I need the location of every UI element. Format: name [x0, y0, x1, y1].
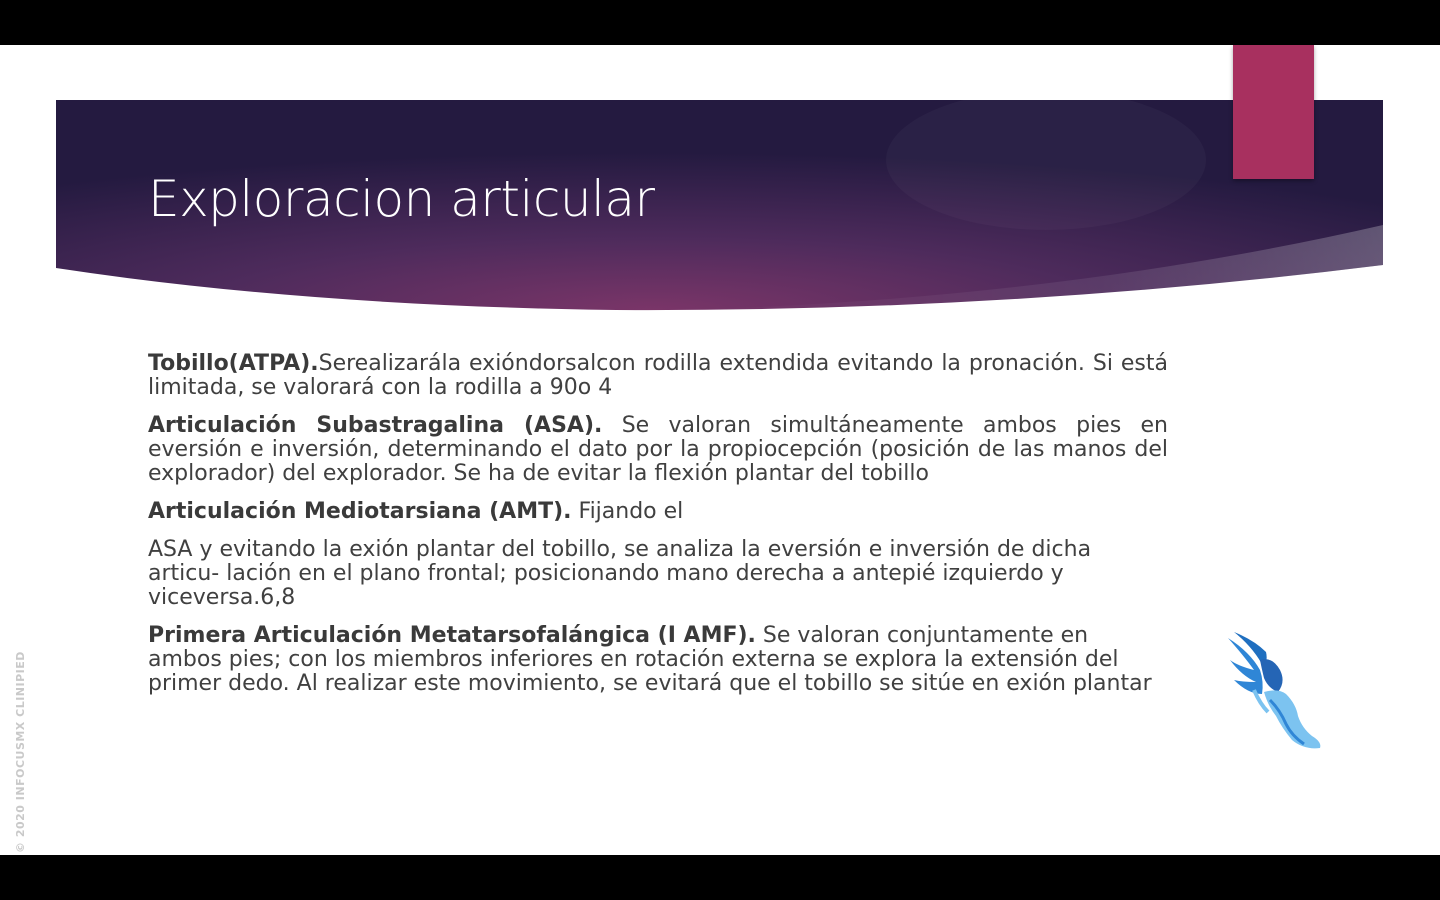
copyright-watermark: © 2020 INFOCUSMX CLINIPIED — [14, 651, 27, 853]
paragraph-heading: Articulación Mediotarsiana (AMT). — [148, 499, 572, 524]
paragraph-text: ASA y evitando la exión plantar del tobillo, se analiza la eversión e inversión de dicha articu- lación en el plano frontal; posicionando mano derecha a antepié izquierdo y viceversa.6,8 — [148, 537, 1092, 610]
paragraph-heading: Articulación Subastragalina (ASA). — [148, 413, 603, 438]
slide — [0, 45, 1440, 855]
paragraph-text: Se valoran conjuntamente en ambos pies; con los miembros inferiores en rotación externa se explora la extensión del primer dedo. Al realizar este movimiento, se evitará que el tobillo se sitúe en exión plantar — [148, 623, 1152, 696]
winged-foot-logo-icon — [1224, 630, 1328, 754]
paragraph-text: Se valoran simultáneamente ambos pies en eversión e inversión, determinando el dato por la propiocepción (posición de las manos del explorador) del explorador. Se ha de evitar la flexión plantar del tobillo — [148, 413, 1168, 486]
paragraph-heading: Primera Articulación Metatarsofalángica (I AMF). — [148, 623, 756, 648]
paragraph-text: Serealizarála exióndorsalcon rodilla extendida evitando la pronación. Si está limitada, se valorará con la rodilla a 90o 4 — [148, 351, 1168, 400]
slide-content — [148, 352, 1168, 710]
paragraph-text: Fijando el — [571, 499, 684, 524]
paragraph-tobillo — [148, 352, 1168, 400]
paragraph-metatarsofalangica — [148, 624, 1168, 696]
paragraph-subastragalina — [148, 414, 1168, 486]
accent-tab — [1233, 45, 1314, 179]
paragraph-mediotarsiana — [148, 500, 1168, 524]
paragraph-asa — [148, 538, 1168, 610]
paragraph-heading: Tobillo(ATPA). — [148, 351, 319, 376]
slide-title: Exploracion articular — [148, 170, 655, 228]
